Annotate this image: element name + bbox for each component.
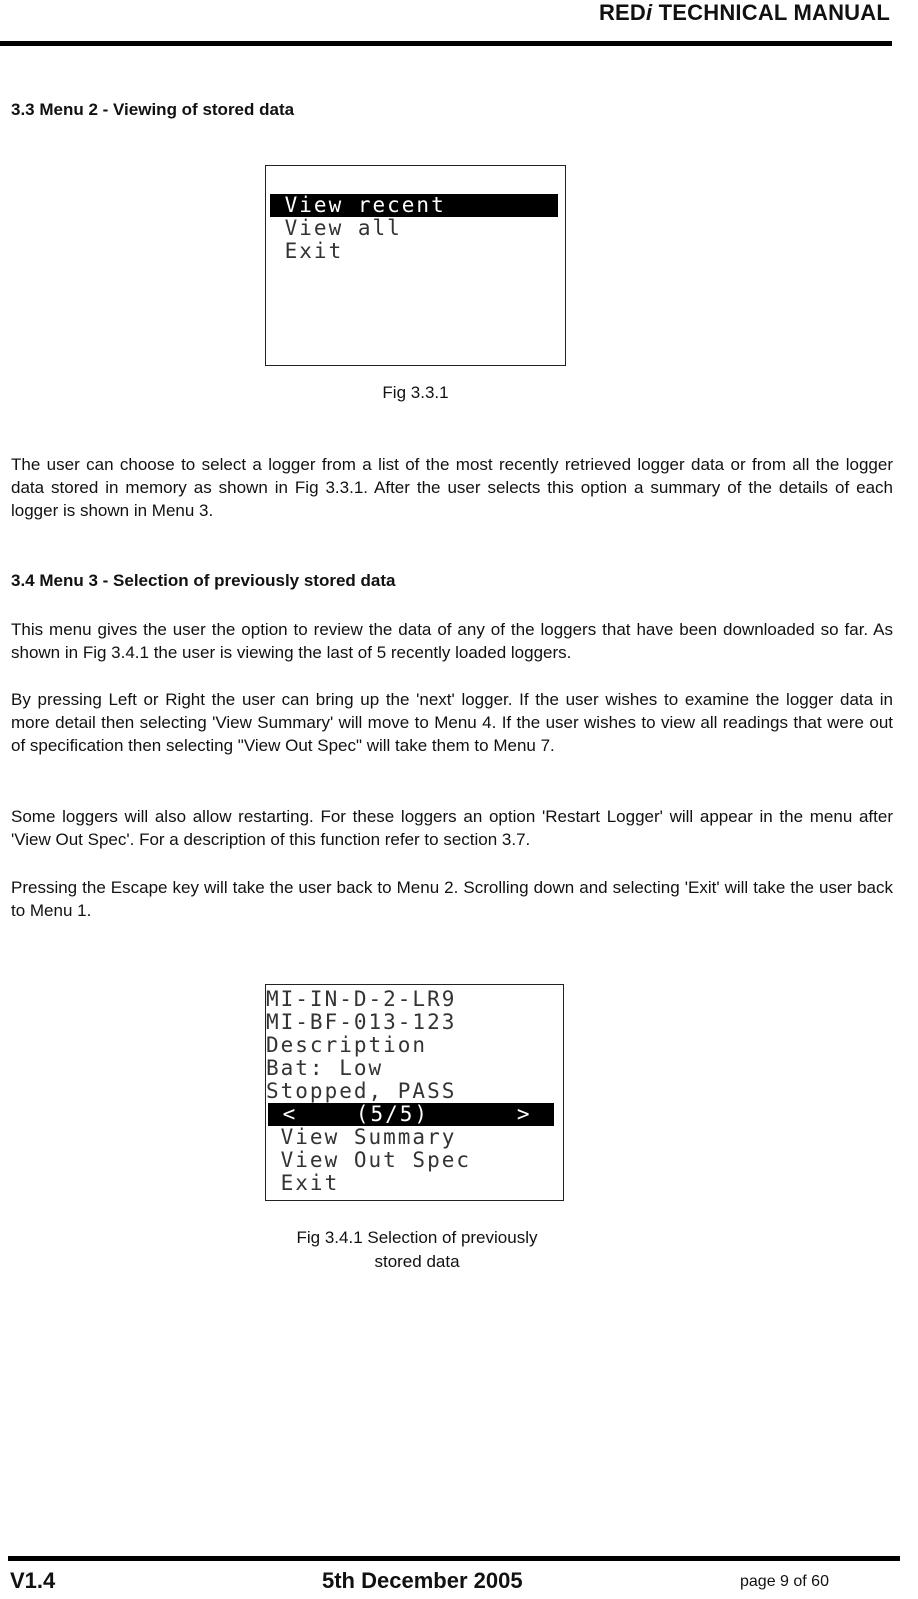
battery-status-line: Bat: Low [266,1056,384,1080]
section-3-4-paragraph-3: Some loggers will also allow restarting. For these loggers an option 'Restart Logger' will appear in the menu after 'View Out Spec'. For a description of this function refer to section 3.7. [11,807,893,849]
section-3-4-paragraph-2: By pressing Left or Right the user can bring up the 'next' logger. If the user wishes to examine the logger data in more detail then selecting 'View Summary' will move to Menu 4. If the user wishes to view all readings that were out of specification then selecting "View Out Spec" will take them to Menu 7. [11,690,893,755]
menu-3-screen [265,984,564,1201]
header-rule [0,41,892,46]
section-3-4-paragraph-1: This menu gives the user the option to review the data of any of the loggers that have been downloaded so far. As shown in Fig 3.4.1 the user is viewing the last of 5 recently loaded loggers. [11,620,893,662]
document-date: 5th December 2005 [322,1568,523,1593]
view-summary-option[interactable]: View Summary [266,1125,457,1149]
logger-id-line: MI-IN-D-2-LR9 [266,987,457,1011]
exit-option[interactable]: Exit [266,1171,340,1195]
document-version: V1.4 [10,1568,56,1593]
exit-option[interactable]: Exit [270,239,344,263]
view-recent-option[interactable]: View recent [270,194,558,217]
fig-3-3-1-caption: Fig 3.3.1 [382,383,449,402]
brand-suffix: TECHNICAL MANUAL [652,0,890,25]
footer-rule [8,1556,900,1561]
view-out-spec-option[interactable]: View Out Spec [266,1148,472,1172]
section-3-4-heading: 3.4 Menu 3 - Selection of previously stored data [11,571,396,590]
fig-3-4-1-caption-line-2: stored data [374,1252,460,1271]
section-3-3-paragraph: The user can choose to select a logger from a list of the most recently retrieved logger data or from all the logger data stored in memory as shown in Fig 3.3.1. After the user selects this option a summary of the details of each logger is shown in Menu 3. [11,455,893,520]
menu-2-screen [265,165,566,366]
section-3-3-heading: 3.3 Menu 2 - Viewing of stored data [11,100,295,119]
logger-state-line: Stopped, PASS [266,1079,457,1103]
section-3-4-paragraph-4: Pressing the Escape key will take the user back to Menu 2. Scrolling down and selecting 'Exit' will take the user back to Menu 1. [11,878,893,920]
brand-prefix: RED [598,0,647,25]
manual-title [599,0,890,26]
fig-3-4-1-caption [258,1226,576,1274]
logger-serial-line: MI-BF-013-123 [266,1010,457,1034]
logger-description-line: Description [266,1033,428,1057]
fig-3-4-1-caption-line-1: Fig 3.4.1 Selection of previously [296,1228,538,1247]
view-all-option[interactable]: View all [270,216,402,240]
page-number: page 9 of 60 [740,1573,829,1590]
brand-italic: i [646,0,653,25]
logger-navigation-bar[interactable]: < (5/5) > [268,1103,554,1126]
